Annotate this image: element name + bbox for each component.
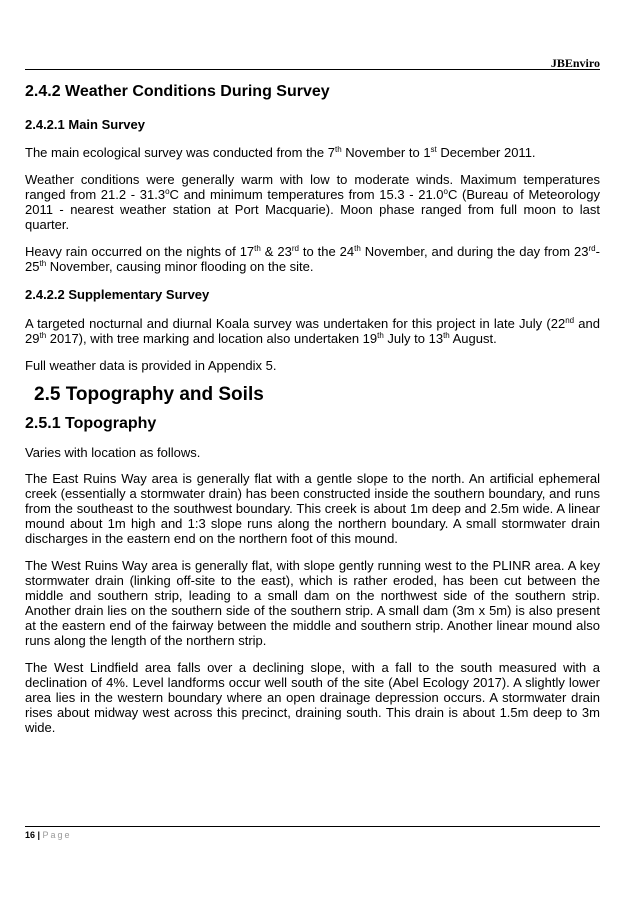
header-brand: JBEnviro bbox=[550, 56, 600, 70]
paragraph-west-ruins-way: The West Ruins Way area is generally flat, with slope gently running west to the PLINR area. A key stormwater drain (linking off-site to the east), which is rather eroded, has been cut between the middle and southern strip, leading to a small dam on the northwest side of the southern strip. Another drain lies on the southern side of the southern strip. A small dam (3m x 5m) is also present at the eastern end of the fairway between the middle and southern strip. Another linear mound also runs along the length of the northern strip. bbox=[25, 558, 600, 648]
paragraph-rain: Heavy rain occurred on the nights of 17th & 23rd to the 24th November, and during the day from 23rd-25th November, causing minor flooding on the site. bbox=[25, 244, 600, 274]
page-footer bbox=[25, 830, 72, 840]
paragraph-east-ruins-way: The East Ruins Way area is generally flat with a gentle slope to the north. An artificial ephemeral creek (essentially a stormwater drain) has been constructed inside the southern boundary, and runs from the southeast to the southwest boundary. This creek is about 1m deep and 2.5m wide. A linear mound about 1m high and 1:3 slope runs along the northern boundary. A small stormwater drain discharges in the eastern end on the northern foot of this mound. bbox=[25, 471, 600, 546]
subsection-heading-topography: 2.5.1 Topography bbox=[25, 415, 157, 432]
page-content bbox=[25, 80, 600, 735]
section-heading-2-4-2: 2.4.2 Weather Conditions During Survey bbox=[25, 83, 330, 100]
page-number: 16 bbox=[25, 830, 36, 840]
section-heading-2-5: 2.5 Topography and Soils bbox=[34, 384, 264, 405]
subsection-heading-supplementary-survey: 2.4.2.2 Supplementary Survey bbox=[25, 287, 210, 302]
footer-rule bbox=[25, 826, 600, 827]
paragraph-weather-appendix: Full weather data is provided in Appendix 5. bbox=[25, 358, 277, 373]
paragraph-koala-survey: A targeted nocturnal and diurnal Koala survey was undertaken for this project in late July (22nd and 29th 2017), with tree marking and location also undertaken 19th July to 13th August. bbox=[25, 316, 600, 346]
subsection-heading-main-survey: 2.4.2.1 Main Survey bbox=[25, 117, 145, 132]
paragraph-survey-dates: The main ecological survey was conducted from the 7th November to 1st December 2011. bbox=[25, 145, 536, 160]
paragraph-topography-intro: Varies with location as follows. bbox=[25, 445, 201, 460]
footer-separator: | bbox=[35, 830, 43, 840]
paragraph-west-lindfield: The West Lindfield area falls over a declining slope, with a fall to the south measured with a declination of 4%. Level landforms occur well south of the site (Abel Ecology 2017). A slightly lower area lies in the western boundary where an open drainage depression occurs. A stormwater drain rises about midway west across this precinct, draining south. This drain is about 1.5m deep to 3m wide. bbox=[25, 660, 600, 735]
header-rule bbox=[25, 69, 600, 70]
paragraph-weather: Weather conditions were generally warm with low to moderate winds. Maximum temperatures ranged from 21.2 - 31.3$^o$C and minimum temperatures from 15.3 - 21.0$^o$C (Bureau of Meteorology 2011 - nearest weather station at Port Macquarie). Moon phase ranged from full moon to last quarter. bbox=[25, 172, 601, 232]
page-label: Page bbox=[42, 830, 72, 840]
